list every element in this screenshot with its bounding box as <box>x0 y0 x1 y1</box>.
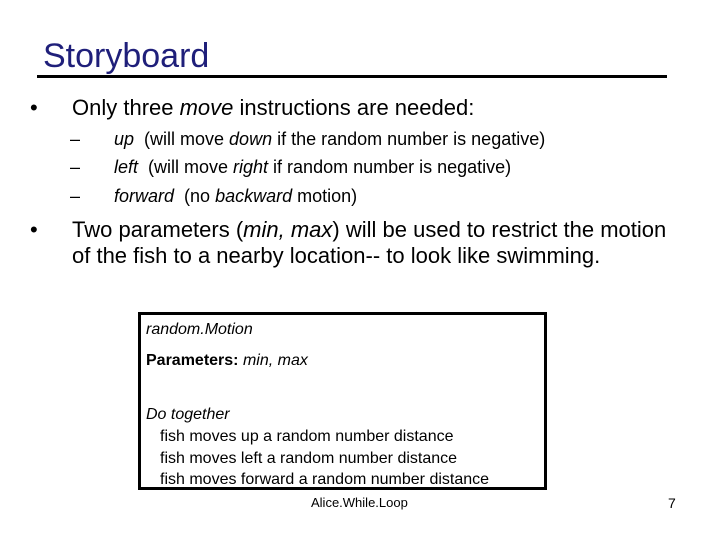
text-segment: if random number is negative) <box>268 157 512 177</box>
subitem-text <box>114 128 545 150</box>
code-statement: fish moves left a random number distance <box>160 450 458 467</box>
text-segment: motion) <box>292 186 358 206</box>
code-statement: fish moves up a random number distance <box>160 428 454 445</box>
instruction-name: left <box>114 157 139 177</box>
method-name: random.Motion <box>146 321 253 338</box>
text-emphasis: down <box>229 129 273 149</box>
do-together-label: Do together <box>146 406 230 423</box>
bullet-marker: • <box>30 95 38 120</box>
parameters-line <box>146 351 308 371</box>
text-segment: if the random number is negative) <box>272 129 546 149</box>
text-segment: (will move <box>134 129 230 149</box>
text-segment: (no <box>174 186 216 206</box>
instruction-name: forward <box>114 186 175 206</box>
parameters-label: Parameters: <box>146 352 239 369</box>
text-segment: Two parameters ( <box>72 217 244 242</box>
method-code-box <box>138 312 547 490</box>
subitem-text <box>114 156 511 178</box>
text-emphasis: backward <box>215 186 293 206</box>
text-segment: (will move <box>138 157 234 177</box>
text-segment: Only three <box>72 95 180 120</box>
dash-marker: – <box>70 129 81 149</box>
bullet-text <box>72 95 474 121</box>
code-statement: fish moves forward a random number distance <box>160 471 490 488</box>
dash-marker: – <box>70 186 81 206</box>
bullet-marker: • <box>30 217 38 242</box>
text-emphasis: min, max <box>243 217 333 242</box>
text-emphasis: right <box>233 157 269 177</box>
page-number: 7 <box>668 495 676 511</box>
text-emphasis: move <box>179 95 234 120</box>
bullet-text <box>72 217 672 269</box>
instruction-name: up <box>114 129 135 149</box>
title-underline <box>37 75 667 78</box>
text-segment: ) will be used to restrict the motion of the fish to a nearby location-- to look like swimming. <box>72 217 667 268</box>
dash-marker: – <box>70 157 81 177</box>
slide-title: Storyboard <box>43 37 210 75</box>
parameters-value: min, max <box>238 352 308 369</box>
text-segment: instructions are needed: <box>233 95 475 120</box>
subitem-text <box>114 185 357 207</box>
slide-footer: Alice.While.Loop <box>311 495 408 510</box>
